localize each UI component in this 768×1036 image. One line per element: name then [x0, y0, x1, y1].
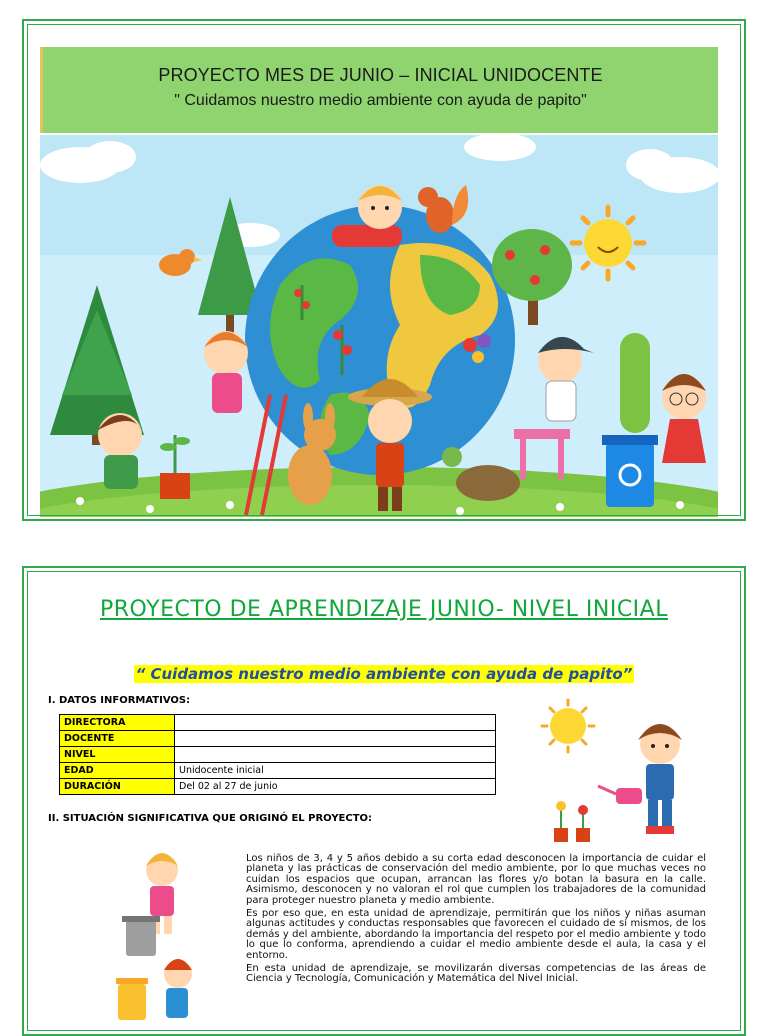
section-situacion-significativa: II. SITUACIÓN SIGNIFICATIVA QUE ORIGINÓ EL PROYECTO:: [48, 813, 373, 824]
cover-title: PROYECTO MES DE JUNIO – INICIAL UNIDOCENTE: [158, 65, 603, 85]
cactus-icon: [620, 333, 650, 433]
cover-page: [22, 19, 746, 521]
table-row: [60, 763, 496, 779]
table-row: [60, 731, 496, 747]
girl-watering-plants-illustration: [534, 696, 714, 852]
table-row: [60, 779, 496, 795]
info-label: DURACIÓN: [60, 779, 175, 795]
kids-recycling-illustration: [92, 844, 214, 1024]
recycle-bin-icon: [116, 978, 148, 1020]
info-value: Del 02 al 27 de junio: [175, 779, 496, 795]
paragraph: Los niños de 3, 4 y 5 años debido a su corta edad desconocen la importancia de cuidar el planeta y las prácticas de conservación del medio ambiente, por lo que muchas veces no cuidan los espacios que ocupan, arrancan las flores y/o botan la basura en la calle. Asimismo, desconocen y no valoran el rol que cumplen los trabajadores de la comunidad para proteger nuestro planeta y medio ambiente.: [246, 853, 706, 906]
trash-can-icon: [122, 916, 160, 956]
boy-figure: [164, 959, 192, 1018]
girl-figure: [638, 724, 682, 834]
sun-icon: [542, 700, 594, 752]
cover-illustration: [40, 135, 718, 517]
info-label: DIRECTORA: [60, 715, 175, 731]
cover-subtitle: " Cuidamos nuestro medio ambiente con ayuda de papito": [174, 92, 587, 109]
potted-flowers-icon: [554, 801, 590, 842]
info-value: [175, 747, 496, 763]
paragraph: Es por eso que, en esta unidad de aprendizaje, permitirán que los niños y niñas asuman algunas actitudes y conductas responsables que favorecen el cuidado de sí mismos, de los demás y del ambiente, abordando la importancia del respeto por el medio ambiente y todo lo que lo conforma, aprendiendo a cuidar el medio ambiente desde el aula, la casa y el entorno.: [246, 908, 706, 961]
earth-kids-illustration: [40, 135, 718, 517]
info-label: DOCENTE: [60, 731, 175, 747]
recycle-bin-icon: [602, 435, 658, 507]
info-value: [175, 715, 496, 731]
project-subtitle-text: “ Cuidamos nuestro medio ambiente con ayuda de papito”: [135, 665, 633, 683]
section-datos-informativos: I. DATOS INFORMATIVOS:: [48, 695, 191, 706]
situation-text: [246, 854, 706, 988]
info-value: Unidocente inicial: [175, 763, 496, 779]
project-title: PROYECTO DE APRENDIZAJE JUNIO- NIVEL INICIAL: [100, 597, 668, 622]
cover-banner: [40, 47, 718, 133]
watering-can-icon: [598, 786, 642, 804]
info-label: NIVEL: [60, 747, 175, 763]
info-table: [59, 714, 496, 795]
info-label: EDAD: [60, 763, 175, 779]
paragraph: En esta unidad de aprendizaje, se movilizarán diversas competencias de las áreas de Ciencia y Tecnología, Comunicación y Matemática del Nivel Inicial.: [246, 963, 706, 985]
project-page: [22, 566, 746, 1036]
project-subtitle: [24, 664, 744, 683]
info-value: [175, 731, 496, 747]
table-row: [60, 715, 496, 731]
table-row: [60, 747, 496, 763]
